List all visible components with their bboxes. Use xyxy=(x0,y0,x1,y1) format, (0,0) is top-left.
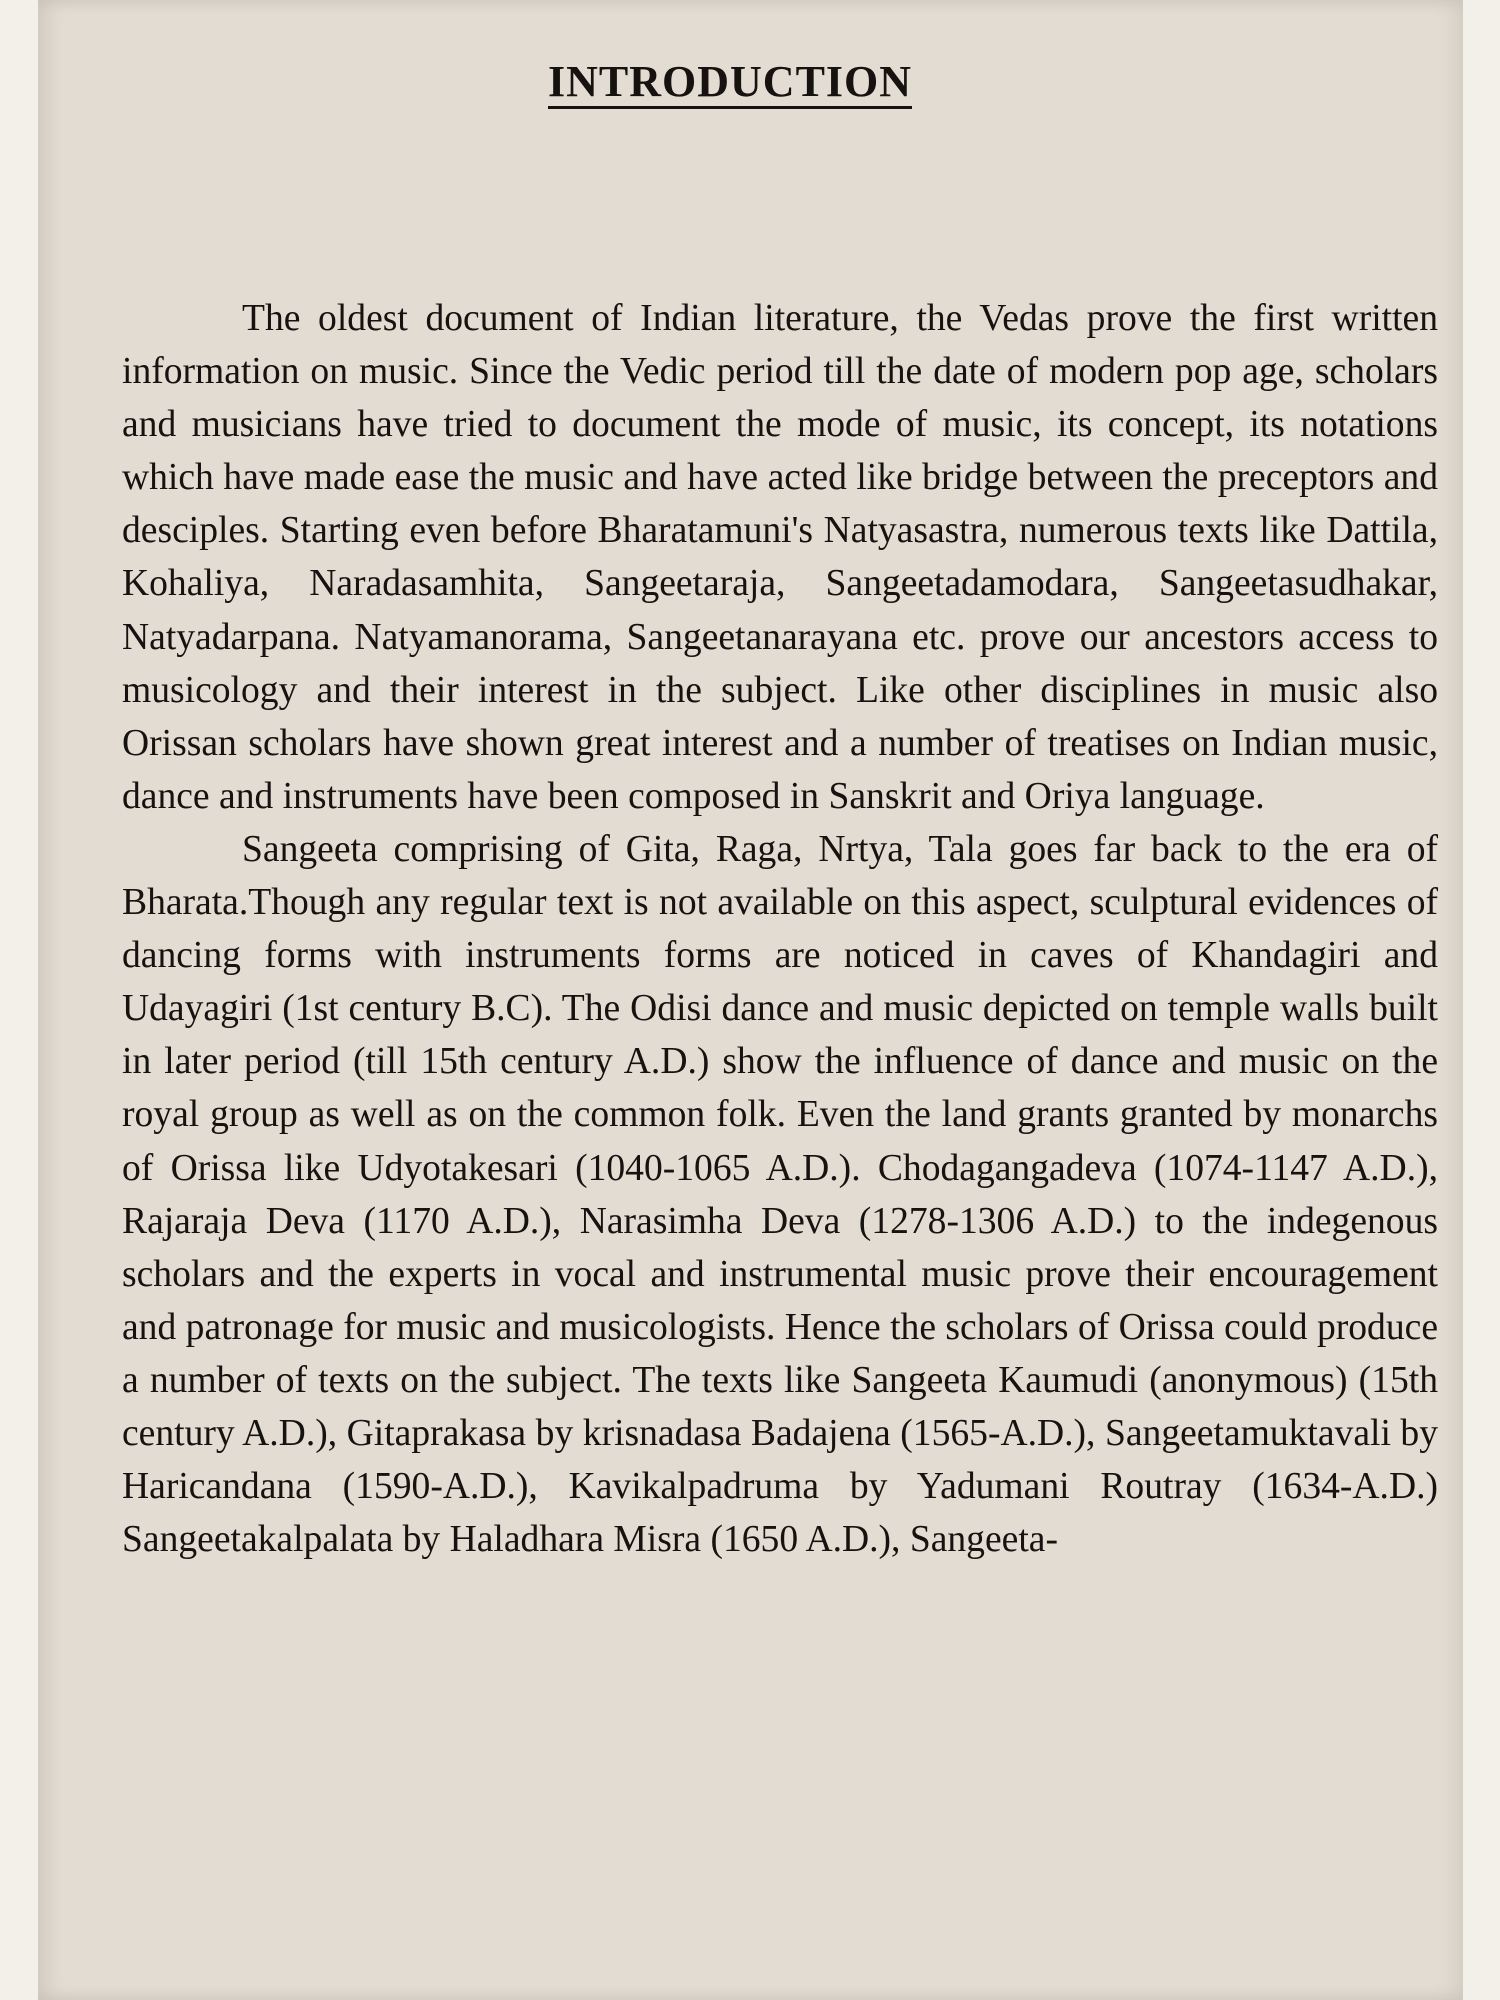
book-page xyxy=(38,0,1463,2000)
paragraph-1: The oldest document of Indian literature, the Vedas prove the first written information on music. Since the Vedic period till the date of modern pop age, scholars and musicians have tried to document the mode of music, its concept, its notations which have made ease the music and have acted like bridge between the preceptors and desciples. Starting even before Bharatamuni's Natyasastra, numerous texts like Dattila, Kohaliya, Naradasamhita, Sangeetaraja, Sangeetadamodara, Sangeetasudhakar, Natyadarpana. Natyamanorama, Sangeetanarayana etc. prove our ancestors access to musicology and their interest in the subject. Like other disciplines in music also Orissan scholars have shown great interest and a number of treatises on Indian music, dance and instruments have been composed in Sanskrit and Oriya language. xyxy=(122,298,1438,817)
page-title: INTRODUCTION xyxy=(548,58,912,109)
body-text xyxy=(122,292,1438,1566)
paragraph-2: Sangeeta comprising of Gita, Raga, Nrtya, Tala goes far back to the era of Bharata.Though any regular text is not available on this aspect, sculptural evidences of dancing forms with instruments forms are noticed in caves of Khandagiri and Udayagiri (1st century B.C). The Odisi dance and music depicted on temple walls built in later period (till 15th century A.D.) show the influence of dance and music on the royal group as well as on the common folk. Even the land grants granted by monarchs of Orissa like Udyotakesari (1040-1065 A.D.). Chodagangadeva (1074-1147 A.D.), Rajaraja Deva (1170 A.D.), Narasimha Deva (1278-1306 A.D.) to the indegenous scholars and the experts in vocal and instrumental music prove their encouragement and patronage for music and musicologists. Hence the scholars of Orissa could produce a number of texts on the subject. The texts like Sangeeta Kaumudi (anonymous) (15th century A.D.), Gitaprakasa by krisnadasa Badajena (1565-A.D.), Sangeetamuktavali by Haricandana (1590-A.D.), Kavikalpadruma by Yadumani Routray (1634-A.D.) Sangeetakalpalata by Haladhara Misra (1650 A.D.), Sangeeta- xyxy=(122,828,1438,1561)
